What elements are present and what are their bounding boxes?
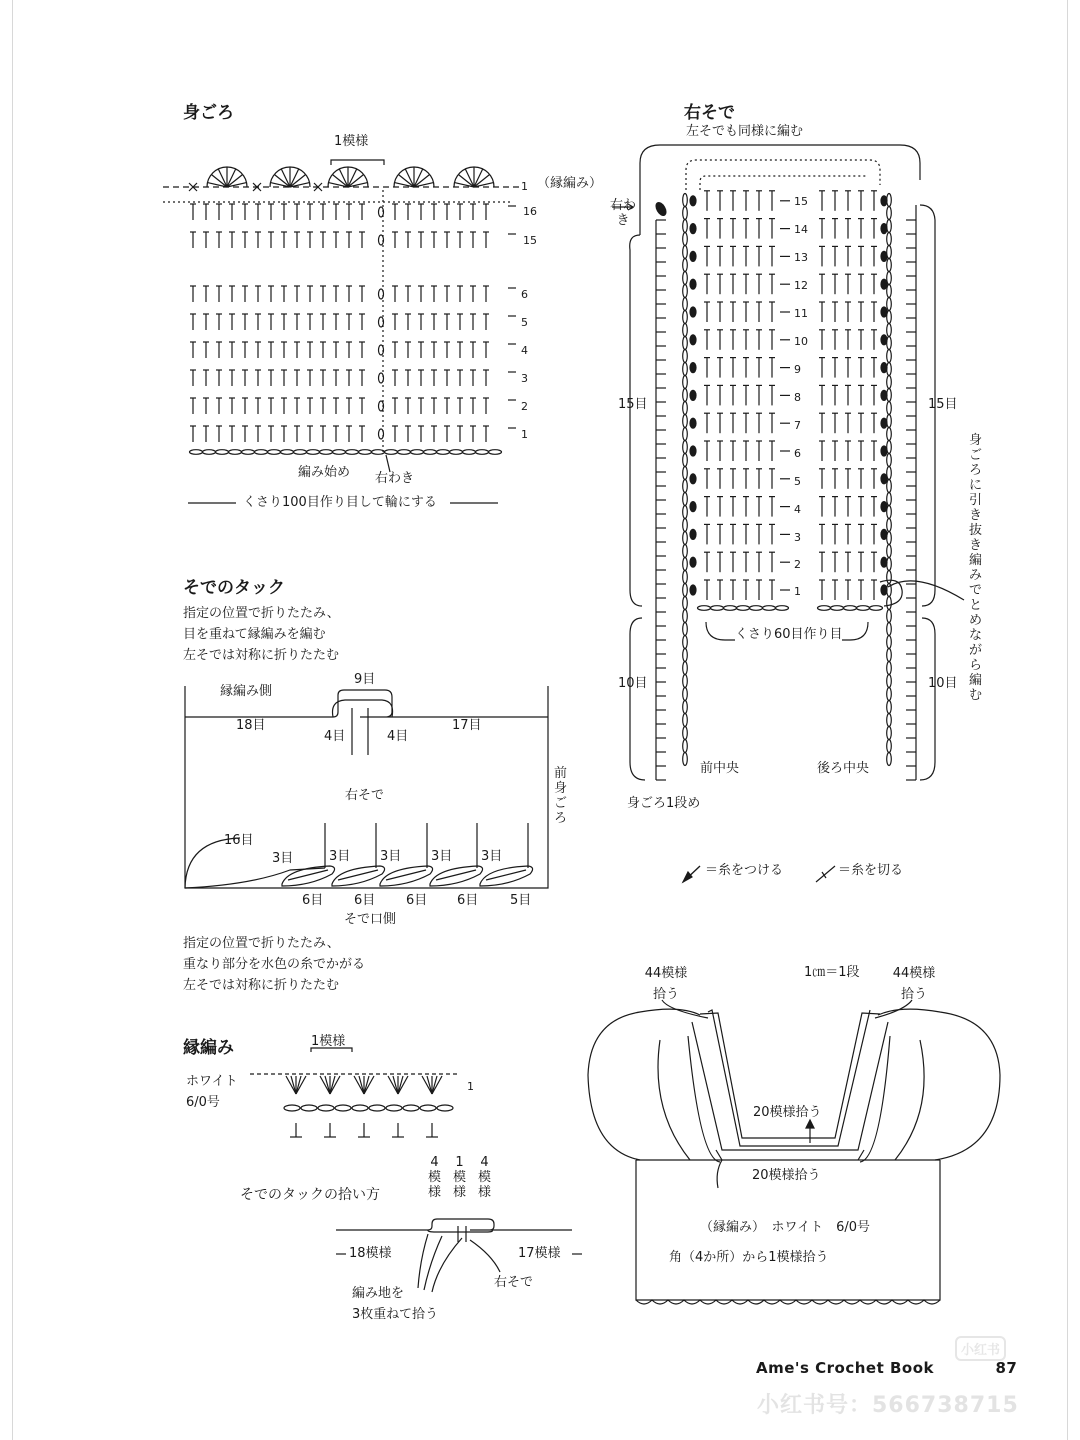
sleeve-side-label: 右わき [609, 198, 636, 228]
sleeve-row-10: 10 [794, 335, 808, 348]
edging-row-1: 1 [467, 1080, 474, 1093]
body-row-3: 3 [521, 372, 528, 385]
watermark-text: 小红书号：566738715 [757, 1393, 1019, 1418]
chain-stitch [887, 753, 892, 766]
chain-stitch [711, 606, 724, 611]
chain-stitch [683, 337, 688, 350]
chain-stitch [683, 220, 688, 233]
sleeve-join-dot [690, 557, 696, 567]
chain-stitch [683, 662, 688, 675]
tuck-front-body-label: 前身ごろ [553, 766, 567, 826]
chain-stitch [818, 606, 831, 611]
body-section-title: 身ごろ [183, 103, 234, 123]
body-row-6: 6 [521, 288, 528, 301]
sleeve-row-3: 3 [794, 531, 801, 544]
chain-stitch [887, 623, 892, 636]
sleeve-row-1: 1 [794, 585, 801, 598]
edge-stitch [364, 1076, 369, 1094]
tuck-diagram [185, 686, 548, 888]
chain-stitch [683, 194, 688, 207]
tuck-top-center-count: 9目 [354, 672, 376, 687]
chain-stitch [887, 428, 892, 441]
chain-stitch [683, 376, 688, 389]
tuck-pleats [282, 866, 533, 886]
chain-stitch [887, 519, 892, 532]
sleeve-join-dot [881, 390, 887, 400]
pickup-fabric-line: 3枚重ねて拾う [352, 1307, 438, 1322]
tuck-pleat-top: 3目 [380, 849, 402, 864]
edge-chain [403, 1105, 419, 1111]
sleeve-row-8: 8 [794, 391, 801, 404]
sleeve-join-dot [881, 251, 887, 261]
chain-stitch [887, 571, 892, 584]
chain-stitch [683, 272, 688, 285]
chain-stitch [887, 610, 892, 623]
edge-stitch [286, 1076, 296, 1094]
body-chart [163, 160, 520, 503]
sleeve-join-dot [690, 390, 696, 400]
sleeve-right-count-lower: 10目 [928, 676, 958, 691]
chain-stitch [683, 584, 688, 597]
chain-stitch [683, 597, 688, 610]
sleeve-join-dot [881, 279, 887, 289]
tuck-note-line: 左そでは対称に折りたたむ [183, 648, 340, 663]
tuck-edge-side-label: 縁編み側 [220, 684, 273, 699]
body-row-4: 4 [521, 344, 528, 357]
edge-chain [437, 1105, 453, 1111]
assembly-left-pick-line: 44模様 [644, 966, 688, 981]
sleeve-row-6: 6 [794, 447, 801, 460]
chain-stitch [887, 285, 892, 298]
sleeve-right-count-upper: 15目 [928, 397, 958, 412]
tuck-fold-left-count: 4目 [324, 729, 346, 744]
chain-stitch [320, 450, 333, 455]
chain-stitch [887, 636, 892, 649]
edge-stitch [354, 1076, 364, 1094]
chain-stitch [750, 606, 763, 611]
edge-stitch [393, 1076, 398, 1094]
chain-stitch [831, 606, 844, 611]
edge-stitch [325, 1076, 330, 1094]
edge-stitch [364, 1076, 374, 1094]
chain-stitch [698, 606, 711, 611]
sleeve-join-dot [690, 307, 696, 317]
chain-stitch [870, 606, 883, 611]
chain-stitch [887, 324, 892, 337]
body-row-1: 1 [521, 428, 528, 441]
sleeve-join-dot [881, 446, 887, 456]
chain-stitch [683, 415, 688, 428]
chain-stitch [424, 450, 437, 455]
sleeve-side-note: 身ごろに引き抜き編みでとめながら編む [968, 433, 982, 703]
tuck-pleat-top: 3目 [431, 849, 453, 864]
sleeve-row-13: 13 [794, 251, 808, 264]
chain-stitch [216, 450, 229, 455]
chain-stitch [887, 597, 892, 610]
chain-stitch [887, 480, 892, 493]
edge-stitch [427, 1076, 432, 1094]
edge-stitch [330, 1076, 335, 1094]
chain-stitch [887, 688, 892, 701]
sleeve-join-dot [881, 363, 887, 373]
sleeve-join-dot [881, 196, 887, 206]
body-row-5: 5 [521, 316, 528, 329]
sleeve-row-4: 4 [794, 503, 801, 516]
chain-stitch [683, 207, 688, 220]
chain-stitch [683, 493, 688, 506]
edge-chain [335, 1105, 351, 1111]
chain-stitch [887, 441, 892, 454]
sleeve-join-dot [690, 529, 696, 539]
chain-stitch [737, 606, 750, 611]
chain-stitch [683, 727, 688, 740]
chain-stitch [683, 428, 688, 441]
chain-stitch [683, 298, 688, 311]
tuck-pleat-bottom: 6目 [457, 893, 479, 908]
chain-stitch [887, 493, 892, 506]
sleeve-join-dot [881, 529, 887, 539]
chain-stitch [887, 298, 892, 311]
watermark-logo: 小红书 [955, 1336, 1006, 1361]
chain-stitch [450, 450, 463, 455]
chain-stitch [887, 714, 892, 727]
chain-stitch [683, 623, 688, 636]
edge-chain [420, 1105, 436, 1111]
sleeve-chart [612, 145, 964, 780]
sleeve-front-center: 前中央 [700, 761, 740, 776]
chain-stitch [683, 753, 688, 766]
chain-stitch [683, 545, 688, 558]
body-chain-label: くさり100目作り目して輪にする [243, 495, 437, 510]
tuck-fold-right-count: 4目 [387, 729, 409, 744]
chain-stitch [683, 285, 688, 298]
edging-section-title: 縁編み [183, 1038, 234, 1058]
tuck-pleat-top: 3目 [329, 849, 351, 864]
chain-stitch [724, 606, 737, 611]
chain-stitch [398, 450, 411, 455]
legend-attach-label: ＝糸をつける [705, 863, 784, 878]
pickup-left-count: 18模様 [349, 1246, 392, 1261]
edge-stitch [320, 1076, 330, 1094]
body-stitch-grid [190, 204, 516, 442]
sleeve-join-dot [690, 474, 696, 484]
assembly-diagram [588, 1000, 1000, 1304]
chain-stitch [683, 571, 688, 584]
body-side-label: 右わき [375, 471, 415, 486]
chain-stitch [887, 649, 892, 662]
sleeve-subtitle: 左そでも同様に編む [686, 124, 804, 139]
assembly-inner-pick: 20模様拾う [753, 1105, 822, 1120]
chain-stitch [346, 450, 359, 455]
chain-stitch [887, 662, 892, 675]
pickup-section-title: そでのタックの拾い方 [240, 1187, 380, 1203]
chain-stitch [683, 363, 688, 376]
chain-stitch [887, 233, 892, 246]
chain-stitch [844, 606, 857, 611]
sleeve-join-dot [881, 224, 887, 234]
sleeve-join-dot [690, 251, 696, 261]
sleeve-join-dot [690, 279, 696, 289]
sleeve-row-7: 7 [794, 419, 801, 432]
assembly-right-pick-line: 44模様 [892, 966, 936, 981]
sleeve-stitch-grid [656, 191, 916, 780]
sleeve-join-dot [881, 474, 887, 484]
body-edge-row-number: 1 [521, 180, 528, 193]
chain-stitch [887, 272, 892, 285]
chain-stitch [683, 558, 688, 571]
chain-stitch [683, 467, 688, 480]
chain-stitch [887, 675, 892, 688]
edge-stitch [291, 1076, 296, 1094]
tuck-pleat-top: 3目 [272, 851, 294, 866]
assembly-outer-pick: 20模様拾う [752, 1168, 821, 1183]
body-pattern-repeat-label: 1模様 [334, 134, 369, 149]
edge-chain [386, 1105, 402, 1111]
pleat [430, 866, 483, 886]
sleeve-join-dot [690, 418, 696, 428]
edge-chain [284, 1105, 300, 1111]
chain-stitch [463, 450, 476, 455]
tuck-sleeve-label: 右そで [345, 788, 385, 803]
chain-stitch [437, 450, 450, 455]
chain-stitch [683, 259, 688, 272]
chain-stitch [683, 740, 688, 753]
pickup-col-label: 4模様 [477, 1155, 491, 1200]
sleeve-left-count-upper: 15目 [618, 397, 648, 412]
chain-stitch [887, 376, 892, 389]
edge-stitch [296, 1076, 306, 1094]
chain-stitch [359, 450, 372, 455]
sleeve-join-dot [690, 196, 696, 206]
sleeve-row-11: 11 [794, 307, 808, 320]
chain-stitch [683, 233, 688, 246]
sleeve-row-14: 14 [794, 223, 808, 236]
edging-yarn-line: ホワイト [186, 1074, 238, 1089]
chain-stitch [203, 450, 216, 455]
chain-stitch [683, 311, 688, 324]
edge-stitch [422, 1076, 432, 1094]
chain-stitch [683, 675, 688, 688]
chain-stitch [255, 450, 268, 455]
pickup-diagram [336, 1219, 582, 1292]
pickup-col-label: 1模様 [452, 1155, 466, 1200]
assembly-scale-label: 1㎝＝1段 [804, 965, 860, 980]
tuck-pleat-bottom: 6目 [406, 893, 428, 908]
assembly-corner-note: 角（4か所）から1模様拾う [669, 1250, 829, 1265]
tuck-right-span-count: 17目 [452, 718, 482, 733]
sleeve-section-title: 右そで [684, 103, 735, 123]
chain-stitch [683, 532, 688, 545]
pickup-fabric-line: 編み地を [352, 1286, 405, 1301]
pickup-col-label: 4模様 [427, 1155, 441, 1200]
chain-stitch [683, 246, 688, 259]
chain-stitch [333, 450, 346, 455]
chain-stitch [887, 532, 892, 545]
sleeve-join-dot [881, 557, 887, 567]
chain-stitch [683, 324, 688, 337]
chain-stitch [887, 415, 892, 428]
chain-stitch [489, 450, 502, 455]
sleeve-join-dot [881, 307, 887, 317]
body-start-label: 編み始め [298, 465, 351, 480]
edging-pattern-repeat: 1模様 [311, 1034, 346, 1049]
book-title: Ame's Crochet Book [756, 1359, 935, 1377]
body-row-2: 2 [521, 400, 528, 413]
chain-stitch [887, 220, 892, 233]
chain-stitch [857, 606, 870, 611]
pleat [282, 866, 335, 886]
tuck-note-line: 重なり部分を水色の糸でかがる [183, 957, 366, 972]
chain-stitch [887, 727, 892, 740]
sleeve-join-dot [690, 446, 696, 456]
chain-stitch [887, 246, 892, 259]
edging-yarn-line: 6/0号 [186, 1095, 220, 1110]
chain-stitch [190, 450, 203, 455]
pleat [380, 866, 433, 886]
chain-stitch [887, 454, 892, 467]
chain-stitch [268, 450, 281, 455]
chain-stitch [683, 649, 688, 662]
chain-stitch [887, 701, 892, 714]
sleeve-join-dot [881, 502, 887, 512]
chain-stitch [242, 450, 255, 455]
sleeve-row-2: 2 [794, 558, 801, 571]
edge-chain [352, 1105, 368, 1111]
chain-stitch [683, 610, 688, 623]
edge-chain [301, 1105, 317, 1111]
edge-chain [318, 1105, 334, 1111]
sleeve-row-9: 9 [794, 363, 801, 376]
sleeve-back-center: 後ろ中央 [817, 761, 870, 776]
chain-stitch [385, 450, 398, 455]
tuck-note-line: 目を重ねて縁編みを編む [183, 627, 326, 642]
chain-stitch [683, 389, 688, 402]
chain-stitch [683, 454, 688, 467]
sleeve-join-dot [881, 585, 887, 595]
assembly-right-pick-line: 拾う [900, 987, 927, 1002]
tuck-pleat-bottom: 6目 [302, 893, 324, 908]
chain-stitch [887, 402, 892, 415]
body-edge-label: （縁編み） [537, 176, 603, 191]
tuck-cuff-label: そで口側 [344, 912, 397, 927]
sleeve-join-dot [881, 418, 887, 428]
chain-stitch [887, 545, 892, 558]
chain-stitch [683, 701, 688, 714]
chain-stitch [683, 402, 688, 415]
chain-stitch [683, 519, 688, 532]
edge-stitch [359, 1076, 364, 1094]
pleat [480, 866, 533, 886]
tuck-pleat-bottom: 6目 [354, 893, 376, 908]
pickup-sleeve-label: 右そで [494, 1275, 534, 1290]
tuck-curve-count: 16目 [224, 833, 254, 848]
sleeve-row-12: 12 [794, 279, 808, 292]
legend-cut-label: ＝糸を切る [838, 863, 904, 878]
tuck-left-span-count: 18目 [236, 718, 266, 733]
sleeve-body-row-label: 身ごろ1段め [627, 796, 701, 811]
sleeve-join-dot [690, 335, 696, 345]
chain-stitch [281, 450, 294, 455]
chain-stitch [294, 450, 307, 455]
sleeve-join-dot [690, 363, 696, 373]
pleat [332, 866, 385, 886]
sleeve-row-15: 15 [794, 195, 808, 208]
page-number: 87 [995, 1359, 1018, 1377]
chain-stitch [887, 506, 892, 519]
chain-stitch [683, 506, 688, 519]
tuck-section-title: そでのタック [183, 578, 285, 598]
body-foundation-chain [190, 450, 502, 455]
chain-stitch [411, 450, 424, 455]
chain-stitch [887, 350, 892, 363]
sleeve-left-count-lower: 10目 [618, 676, 648, 691]
sleeve-row-5: 5 [794, 475, 801, 488]
chain-stitch [683, 636, 688, 649]
tuck-pleat-bottom: 5目 [510, 893, 532, 908]
body-row-15: 15 [523, 234, 537, 247]
chain-stitch [776, 606, 789, 611]
assembly-edging-yarn: （縁編み） ホワイト 6/0号 [700, 1220, 871, 1235]
tuck-note-line: 指定の位置で折りたたみ、 [183, 936, 340, 951]
tuck-note-line: 指定の位置で折りたたみ、 [183, 606, 340, 621]
sleeve-join-dot [881, 335, 887, 345]
assembly-left-pick-line: 拾う [652, 987, 679, 1002]
edge-stitch [398, 1076, 408, 1094]
chain-stitch [887, 740, 892, 753]
tuck-pleat-top: 3目 [481, 849, 503, 864]
chain-stitch [887, 207, 892, 220]
pickup-right-count: 17模様 [518, 1246, 561, 1261]
chain-stitch [683, 688, 688, 701]
chain-stitch [887, 311, 892, 324]
chain-stitch [887, 337, 892, 350]
edge-stitch [330, 1076, 340, 1094]
chain-stitch [683, 441, 688, 454]
yarn-attach-mark [654, 201, 668, 217]
legend-symbols [683, 866, 835, 882]
edging-chart [250, 1048, 460, 1137]
edge-stitch [432, 1076, 437, 1094]
edge-stitch [296, 1076, 301, 1094]
chain-stitch [683, 350, 688, 363]
body-row-16: 16 [523, 205, 537, 218]
chain-stitch [683, 714, 688, 727]
sleeve-join-dot [690, 585, 696, 595]
edge-stitch [388, 1076, 398, 1094]
chain-stitch [887, 259, 892, 272]
chain-stitch [763, 606, 776, 611]
chain-stitch [476, 450, 489, 455]
sleeve-join-dot [690, 502, 696, 512]
sleeve-join-dot [690, 224, 696, 234]
chain-stitch [887, 467, 892, 480]
tuck-note-line: 左そでは対称に折りたたむ [183, 978, 340, 993]
chain-stitch [683, 480, 688, 493]
chain-stitch [229, 450, 242, 455]
chain-stitch [307, 450, 320, 455]
edge-stitch [432, 1076, 442, 1094]
edge-stitch [398, 1076, 403, 1094]
sleeve-chain-label: くさり60目作り目 [735, 627, 843, 642]
edge-chain [369, 1105, 385, 1111]
